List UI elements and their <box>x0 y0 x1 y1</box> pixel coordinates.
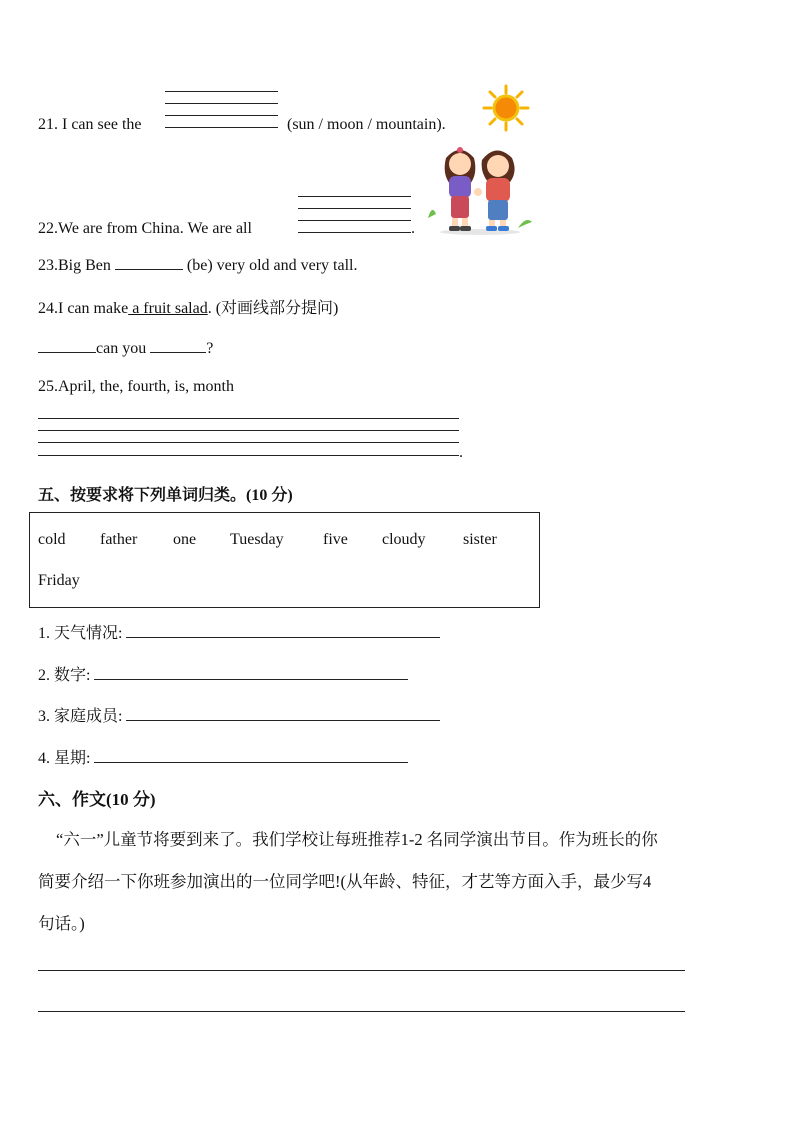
q23-text: 23.Big Ben (be) very old and very tall. <box>38 257 358 274</box>
word-item: Friday <box>38 572 80 589</box>
q24-answer: can you ? <box>38 338 213 358</box>
q21-answer-line[interactable] <box>165 91 278 92</box>
category-weather-blank[interactable] <box>126 623 440 638</box>
q22-answer-line[interactable] <box>298 208 411 209</box>
category-family: 3. 家庭成员: <box>38 703 440 726</box>
category-family-blank[interactable] <box>126 706 440 721</box>
q25-answer-line[interactable] <box>38 430 459 431</box>
q22-period: . <box>411 220 415 237</box>
q25-text: 25.April, the, fourth, is, month <box>38 378 234 395</box>
category-weather: 1. 天气情况: <box>38 620 440 643</box>
q22-answer-line[interactable] <box>298 232 411 233</box>
q22-answer-line[interactable] <box>298 196 411 197</box>
q22-answer-line[interactable] <box>298 220 411 221</box>
category-numbers: 2. 数字: <box>38 662 408 685</box>
q25-period: . <box>459 444 463 461</box>
composition-answer-line[interactable] <box>38 1011 685 1012</box>
category-weekdays-blank[interactable] <box>94 748 408 763</box>
q23-blank[interactable] <box>115 255 183 270</box>
q25-answer-line[interactable] <box>38 455 459 456</box>
q24-blank-2[interactable] <box>150 338 206 353</box>
category-numbers-blank[interactable] <box>94 665 408 680</box>
q24-blank-1[interactable] <box>38 338 96 353</box>
word-box <box>29 512 540 608</box>
word-item: five <box>323 531 348 548</box>
q21-answer-line[interactable] <box>165 103 278 104</box>
word-item: one <box>173 531 197 548</box>
word-item: cold <box>38 531 66 548</box>
composition-answer-line[interactable] <box>38 970 685 971</box>
word-item: cloudy <box>382 531 426 548</box>
q21-options: (sun / moon / mountain). <box>287 116 446 133</box>
word-item: Tuesday <box>230 531 284 548</box>
q22-text: 22.We are from China. We are all <box>38 220 252 237</box>
q21-text: 21. I can see the <box>38 116 142 133</box>
two-girls-illustration <box>422 140 538 241</box>
section6-title: 六、作文(10 分) <box>38 790 156 809</box>
word-item: sister <box>463 531 497 548</box>
composition-prompt-line-2: 简要介绍一下你班参加演出的一位同学吧!(从年龄、特征，才艺等方面入手，最少写4 <box>38 872 652 891</box>
q25-answer-line[interactable] <box>38 442 459 443</box>
q21-answer-line[interactable] <box>165 115 278 116</box>
q24-text: 24.I can make a fruit salad. (对画线部分提问) <box>38 300 339 317</box>
category-weekdays: 4. 星期: <box>38 745 408 768</box>
q21-answer-line[interactable] <box>165 127 278 128</box>
section5-title: 五、按要求将下列单词归类。(10 分) <box>38 487 293 504</box>
q24-underlined-phrase: a fruit salad <box>128 300 208 317</box>
word-item: father <box>100 531 138 548</box>
composition-prompt-line-3: 句话。) <box>38 914 85 933</box>
q25-answer-line[interactable] <box>38 418 459 419</box>
sun-icon <box>482 84 530 137</box>
composition-prompt-line-1: “六一”儿童节将要到来了。我们学校让每班推荐1-2 名同学演出节目。作为班长的你 <box>56 830 658 849</box>
